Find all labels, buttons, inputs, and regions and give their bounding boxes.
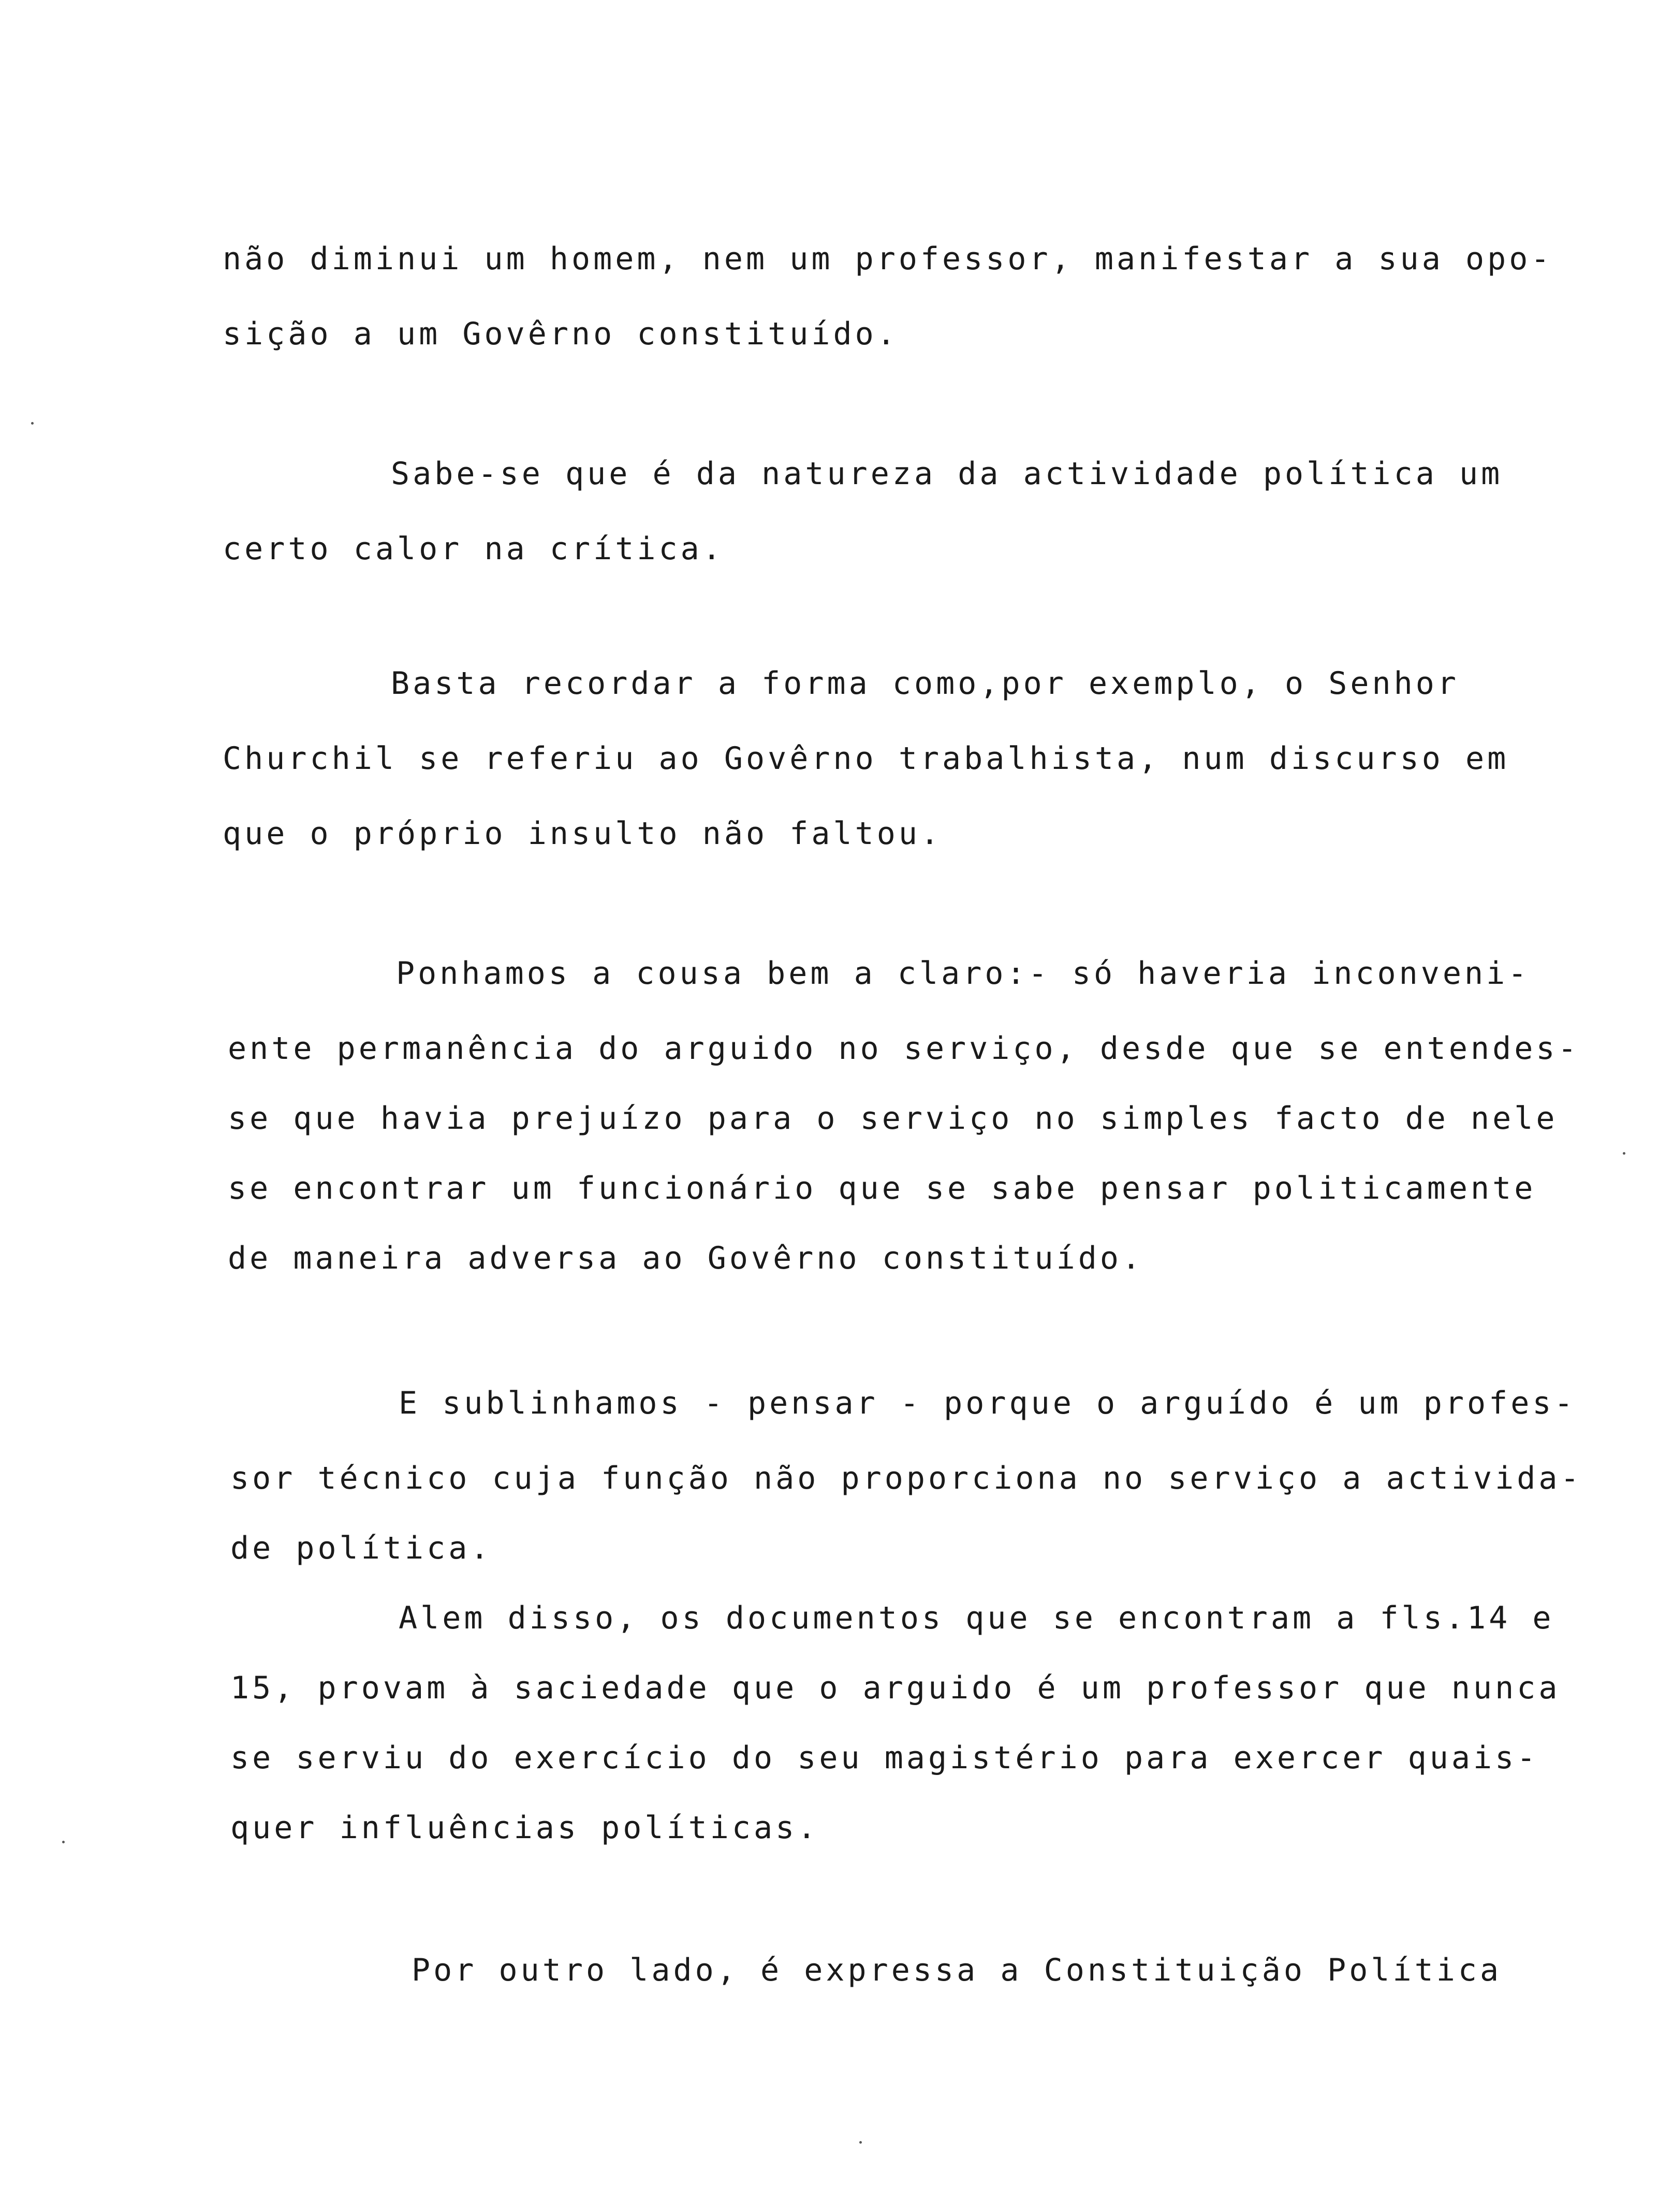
text-line: Ponhamos a cousa bem a claro:- só haveria inconveni-	[396, 955, 1530, 992]
text-line: certo calor na crítica.	[223, 531, 724, 567]
text-line: Por outro lado, é expressa a Constituição Política	[412, 1952, 1502, 1988]
text-line: Alem disso, os documentos que se encontram a fls.14 e	[399, 1600, 1554, 1636]
text-line: sor técnico cuja função não proporciona no serviço a activida-	[230, 1460, 1582, 1496]
text-line: ente permanência do arguido no serviço, desde que se entendes-	[228, 1030, 1580, 1067]
scan-speck	[1623, 1152, 1625, 1155]
text-line: de política.	[230, 1530, 492, 1566]
scan-speck	[31, 422, 34, 425]
text-line: Sabe-se que é da natureza da actividade política um	[391, 456, 1503, 492]
text-line: se que havia prejuízo para o serviço no simples facto de nele	[228, 1100, 1558, 1137]
text-line: se encontrar um funcionário que se sabe pensar politicamente	[228, 1170, 1536, 1206]
scan-speck	[62, 1841, 65, 1843]
text-line: Basta recordar a forma como,por exemplo, o Senhor	[391, 665, 1460, 702]
text-line: 15, provam à saciedade que o arguido é um professor que nunca	[230, 1670, 1561, 1706]
text-line: quer influências políticas.	[230, 1810, 819, 1846]
text-line: Churchil se referiu ao Govêrno trabalhista, num discurso em	[223, 740, 1509, 777]
text-line: se serviu do exercício do seu magistério para exercer quais-	[230, 1740, 1539, 1776]
text-line: sição a um Govêrno constituído.	[223, 316, 899, 352]
text-line: que o próprio insulto não faltou.	[223, 816, 943, 852]
text-line: não diminui um homem, nem um professor, manifestar a sua opo-	[223, 241, 1553, 277]
scan-speck	[859, 2141, 862, 2144]
text-line: de maneira adversa ao Govêrno constituído.	[228, 1240, 1144, 1276]
text-line: E sublinhamos - pensar - porque o arguído é um profes-	[399, 1385, 1576, 1421]
